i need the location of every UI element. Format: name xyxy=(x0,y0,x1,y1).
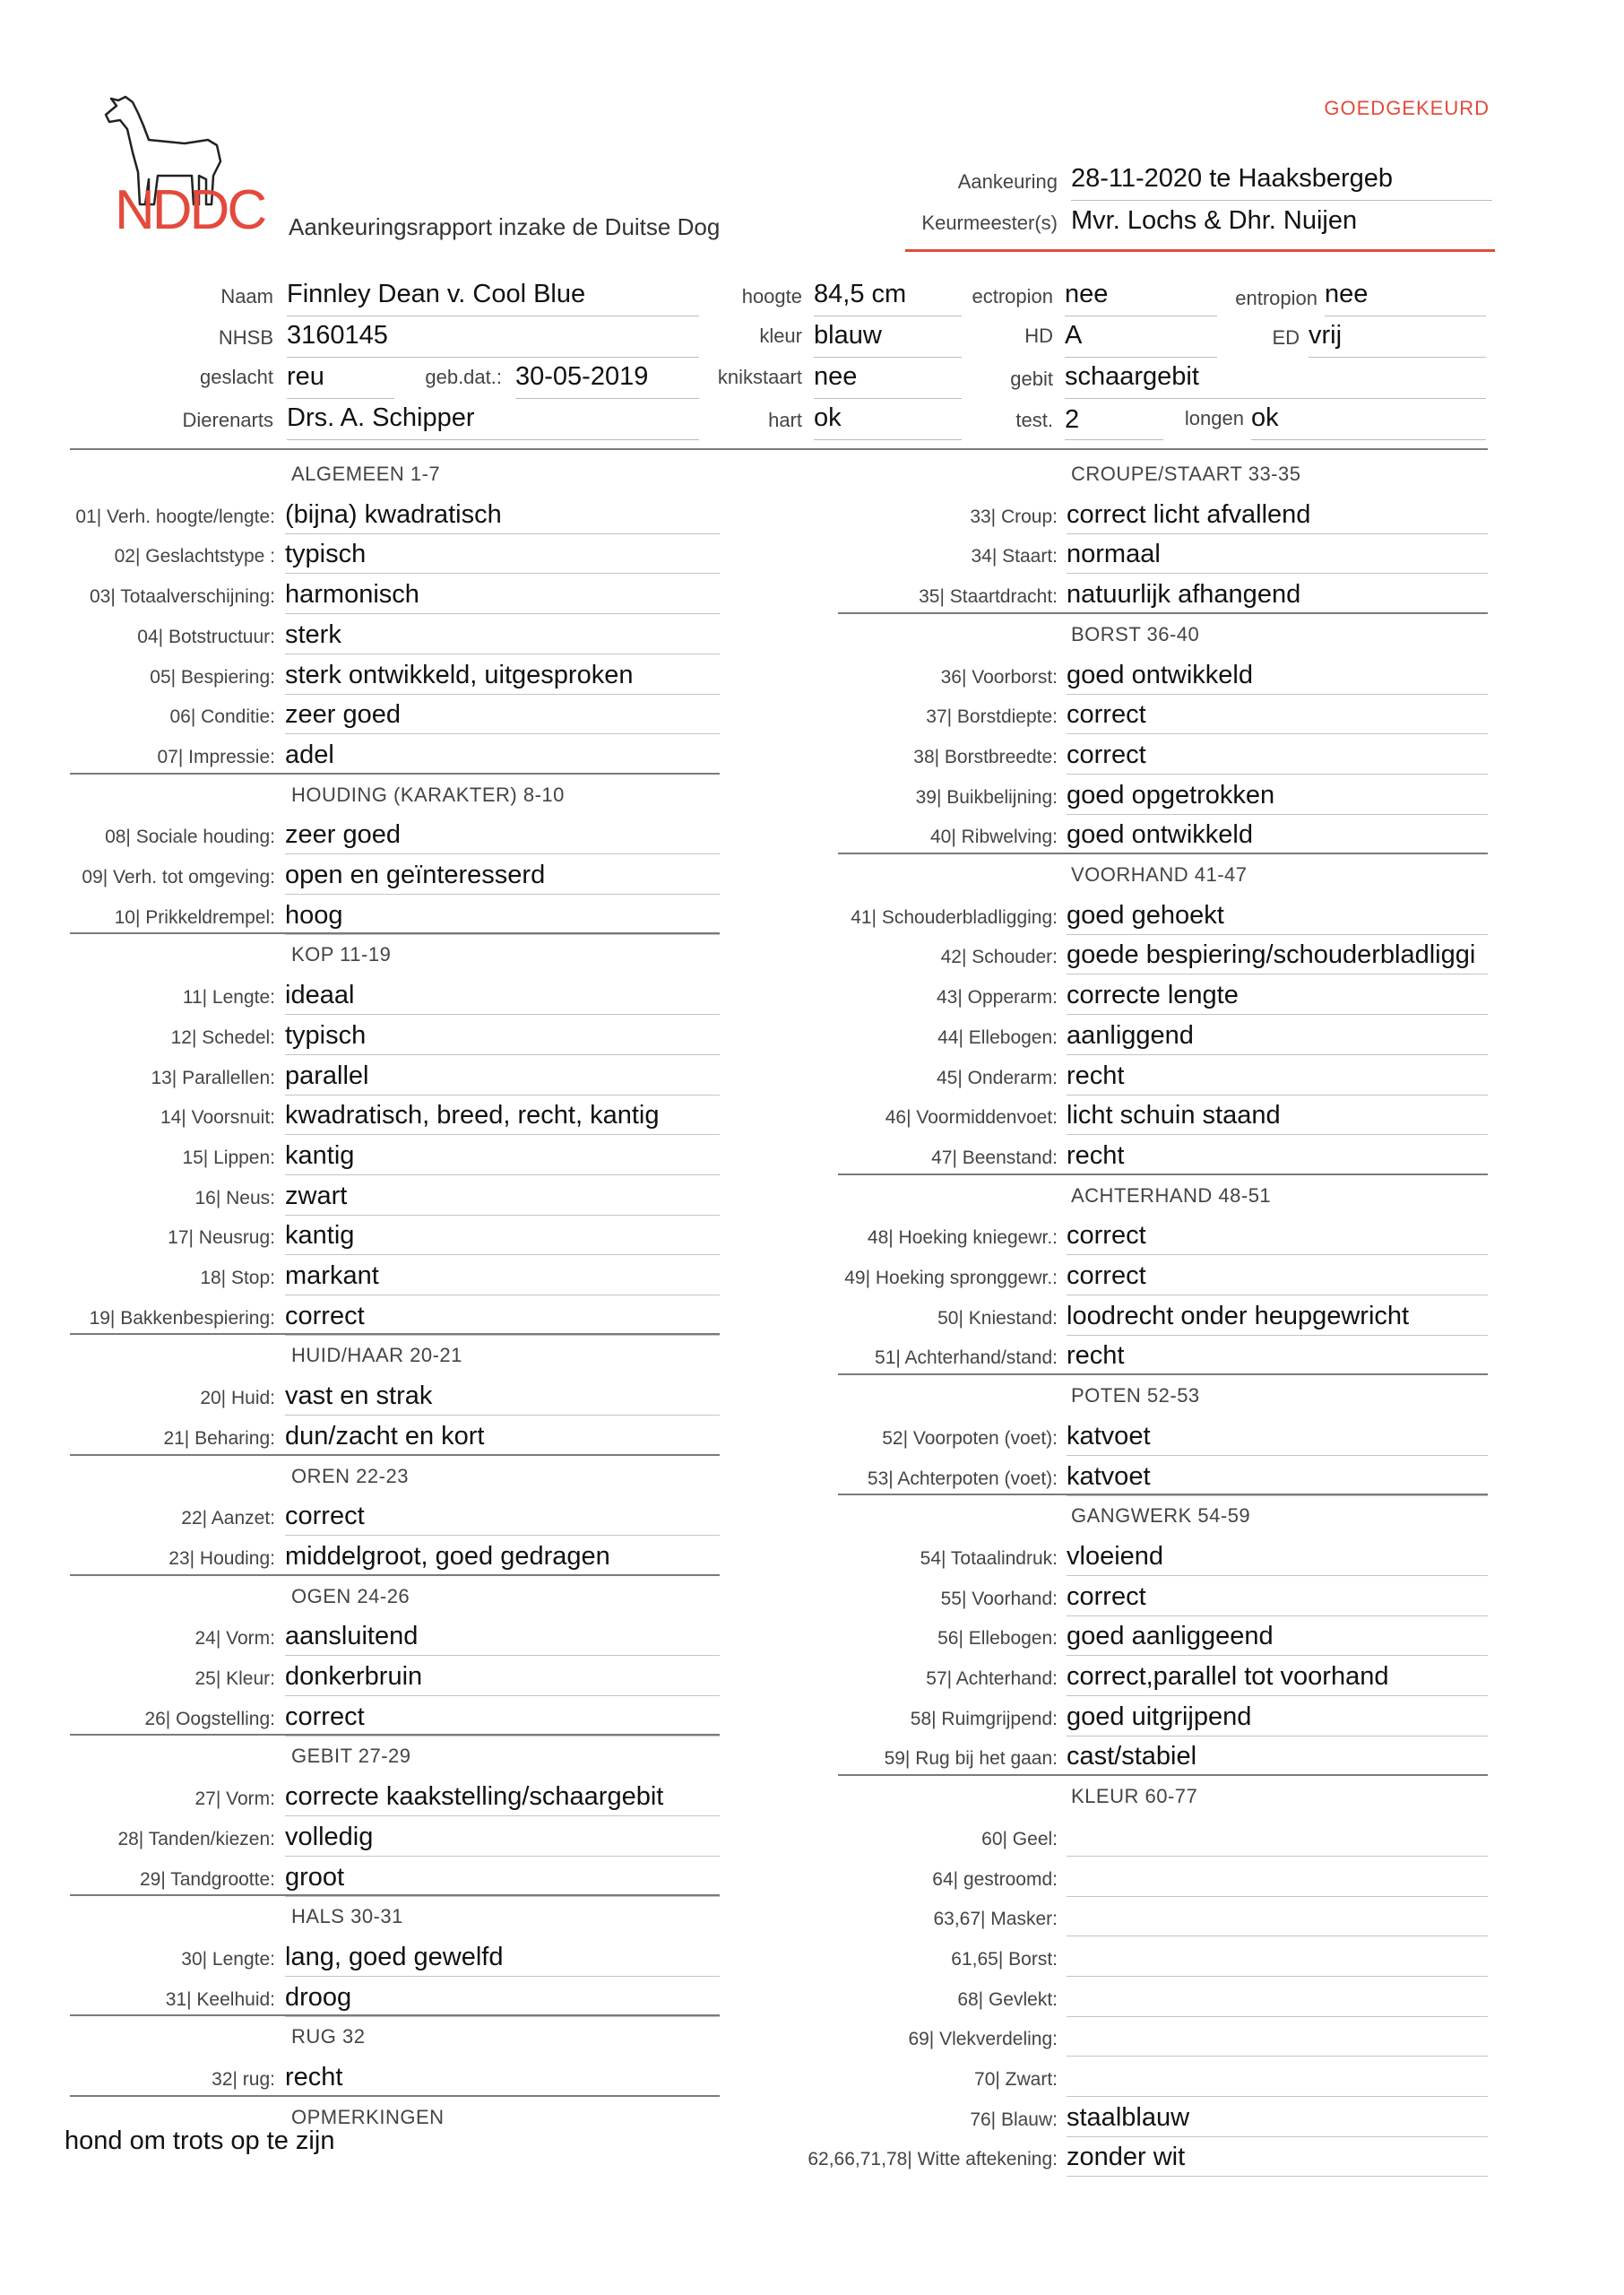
ed-value: vrij xyxy=(1309,321,1486,358)
section-divider xyxy=(838,1494,1488,1495)
field-value xyxy=(1067,1900,1488,1936)
field-value: aansluitend xyxy=(285,1619,720,1656)
field-value: zwart xyxy=(285,1179,720,1216)
field-value xyxy=(1067,2060,1488,2097)
field-label: 64| gestroomd: xyxy=(932,1868,1058,1890)
remarks-text: hond om trots op te zijn xyxy=(65,2126,335,2155)
field-value: hoog xyxy=(285,898,720,935)
field-label: 09| Verh. tot omgeving: xyxy=(82,867,275,888)
section-title: KOP 11-19 xyxy=(291,943,392,966)
field-value: correct xyxy=(1067,1580,1488,1616)
section-divider xyxy=(70,1894,720,1896)
field-value: correct xyxy=(1067,697,1488,734)
field-value xyxy=(1067,1940,1488,1977)
field-value: goed ontwikkeld xyxy=(1067,658,1488,695)
field-label: 13| Parallellen: xyxy=(151,1067,275,1088)
field-label: 23| Houding: xyxy=(168,1547,275,1569)
field-value: kantig xyxy=(285,1218,720,1255)
field-label: 32| rug: xyxy=(212,2069,275,2090)
aankeuring-value: 28-11-2020 te Haaksbergeb xyxy=(1071,164,1492,201)
field-label: 46| Voormiddenvoet: xyxy=(885,1107,1058,1129)
field-label: 61,65| Borst: xyxy=(951,1948,1058,1970)
info-divider xyxy=(70,448,1488,450)
field-value: lang, goed gewelfd xyxy=(285,1940,720,1977)
field-label: 18| Stop: xyxy=(200,1268,275,1288)
section-title: ACHTERHAND 48-51 xyxy=(1071,1183,1272,1207)
field-label: 39| Buikbelijning: xyxy=(915,786,1058,808)
report-title: Aankeuringsrapport inzake de Duitse Dog xyxy=(289,213,721,240)
section-divider xyxy=(70,1574,720,1576)
field-label: 62,66,71,78| Witte aftekening: xyxy=(808,2149,1058,2170)
nhsb-value: 3160145 xyxy=(287,321,699,358)
section-title: POTEN 52-53 xyxy=(1071,1384,1200,1407)
section-title: OPMERKINGEN xyxy=(291,2105,445,2128)
field-value: aanliggend xyxy=(1067,1018,1488,1055)
field-value: licht schuin staand xyxy=(1067,1098,1488,1135)
dierenarts-label: Dierenarts xyxy=(182,409,273,431)
field-label: 43| Opperarm: xyxy=(936,987,1058,1009)
field-value: correct xyxy=(285,1499,720,1536)
field-value xyxy=(1067,1820,1488,1857)
section-title: KLEUR 60-77 xyxy=(1071,1785,1198,1808)
field-label: 53| Achterpoten (voet): xyxy=(867,1468,1058,1489)
field-label: 29| Tandgrootte: xyxy=(139,1868,275,1890)
field-value: vast en strak xyxy=(285,1379,720,1416)
ed-label: ED xyxy=(1272,326,1300,349)
field-value: correct xyxy=(285,1299,720,1336)
hd-label: HD xyxy=(1024,325,1053,347)
field-label: 49| Hoeking spronggewr.: xyxy=(844,1268,1058,1288)
field-value xyxy=(1067,1980,1488,2017)
field-value xyxy=(1067,1860,1488,1897)
field-value: goed opgetrokken xyxy=(1067,778,1488,815)
hoogte-label: hoogte xyxy=(741,285,802,307)
test-value: 2 xyxy=(1065,405,1163,440)
field-label: 54| Totaalindruk: xyxy=(920,1547,1058,1569)
field-label: 52| Voorpoten (voet): xyxy=(882,1427,1058,1449)
field-label: 51| Achterhand/stand: xyxy=(875,1347,1058,1369)
field-value: goed uitgrijpend xyxy=(1067,1700,1488,1736)
field-value: vloeiend xyxy=(1067,1539,1488,1576)
section-divider xyxy=(70,2014,720,2016)
gebit-value: schaargebit xyxy=(1065,362,1486,399)
field-label: 47| Beenstand: xyxy=(931,1147,1058,1168)
field-value: correcte lengte xyxy=(1067,978,1488,1015)
section-title: GEBIT 27-29 xyxy=(291,1745,411,1768)
field-label: 10| Prikkeldrempel: xyxy=(114,906,275,928)
field-label: 20| Huid: xyxy=(200,1388,275,1409)
field-value: ideaal xyxy=(285,978,720,1015)
ectropion-label: ectropion xyxy=(972,285,1053,307)
section-title: RUG 32 xyxy=(291,2025,366,2048)
geslacht-label: geslacht xyxy=(200,366,273,388)
section-divider xyxy=(70,773,720,775)
field-value: typisch xyxy=(285,1018,720,1055)
section-divider xyxy=(838,1373,1488,1375)
keurmeester-value: Mvr. Lochs & Dhr. Nuijen xyxy=(1071,206,1358,235)
ectropion-value: nee xyxy=(1065,280,1217,316)
section-title: ALGEMEEN 1-7 xyxy=(291,463,441,485)
header-divider xyxy=(905,249,1495,252)
field-label: 56| Ellebogen: xyxy=(937,1628,1058,1650)
dierenarts-value: Drs. A. Schipper xyxy=(287,403,699,440)
section-title: VOORHAND 41-47 xyxy=(1071,863,1248,886)
logo-text: NDDC xyxy=(115,179,265,241)
field-label: 76| Blauw: xyxy=(970,2109,1058,2130)
field-value: parallel xyxy=(285,1059,720,1096)
field-label: 55| Voorhand: xyxy=(940,1588,1058,1609)
field-value: normaal xyxy=(1067,537,1488,574)
field-value: recht xyxy=(1067,1059,1488,1096)
field-value: dun/zacht en kort xyxy=(285,1419,720,1456)
field-label: 33| Croup: xyxy=(970,506,1058,527)
field-label: 17| Neusrug: xyxy=(168,1227,275,1249)
field-value xyxy=(1067,2020,1488,2057)
field-label: 42| Schouder: xyxy=(940,947,1058,968)
field-label: 12| Schedel: xyxy=(170,1026,275,1048)
field-value: sterk xyxy=(285,618,720,654)
nhsb-label: NHSB xyxy=(218,326,273,349)
field-label: 24| Vorm: xyxy=(194,1628,275,1650)
naam-value: Finnley Dean v. Cool Blue xyxy=(287,280,699,316)
section-divider xyxy=(70,1333,720,1335)
field-value: adel xyxy=(285,738,720,775)
field-label: 34| Staart: xyxy=(971,546,1058,567)
field-label: 48| Hoeking kniegewr.: xyxy=(867,1227,1058,1249)
field-label: 22| Aanzet: xyxy=(181,1508,275,1529)
field-label: 03| Totaalverschijning: xyxy=(89,586,275,608)
field-value: zeer goed xyxy=(285,697,720,734)
field-value: groot xyxy=(285,1860,720,1897)
field-label: 26| Oogstelling: xyxy=(144,1708,275,1729)
field-value: recht xyxy=(1067,1338,1488,1375)
field-label: 02| Geslachtstype : xyxy=(114,546,275,567)
field-label: 06| Conditie: xyxy=(169,706,275,728)
section-divider xyxy=(70,1454,720,1456)
field-value: recht xyxy=(1067,1139,1488,1175)
field-value: (bijna) kwadratisch xyxy=(285,498,720,534)
section-title: CROUPE/STAART 33-35 xyxy=(1071,463,1301,485)
field-value: correct xyxy=(285,1700,720,1736)
field-value: goed gehoekt xyxy=(1067,898,1488,935)
status-badge: GOEDGEKEURD xyxy=(1324,97,1490,119)
section-divider xyxy=(838,853,1488,854)
nddc-logo xyxy=(99,90,269,242)
field-value: kwadratisch, breed, recht, kantig xyxy=(285,1098,720,1135)
knikstaart-label: knikstaart xyxy=(717,366,802,388)
field-value: katvoet xyxy=(1067,1419,1488,1456)
section-divider xyxy=(70,932,720,934)
section-title: HUID/HAAR 20-21 xyxy=(291,1344,462,1367)
knikstaart-value: nee xyxy=(814,362,962,399)
gebdat-label: geb.dat.: xyxy=(425,366,502,388)
field-label: 38| Borstbreedte: xyxy=(913,746,1058,767)
field-label: 63,67| Masker: xyxy=(933,1909,1058,1930)
field-value: staalblauw xyxy=(1067,2100,1488,2137)
section-title: GANGWERK 54-59 xyxy=(1071,1504,1251,1528)
field-label: 04| Botstructuur: xyxy=(137,626,275,647)
field-label: 68| Gevlekt: xyxy=(957,1988,1058,2010)
section-title: OREN 22-23 xyxy=(291,1464,409,1487)
gebit-label: gebit xyxy=(1010,368,1053,390)
hart-value: ok xyxy=(814,403,962,440)
section-divider xyxy=(70,2095,720,2097)
field-label: 37| Borstdiepte: xyxy=(926,706,1058,728)
field-value: harmonisch xyxy=(285,577,720,614)
kleur-value: blauw xyxy=(814,321,962,358)
section-divider xyxy=(70,1734,720,1736)
gebdat-value: 30-05-2019 xyxy=(515,362,699,399)
keurmeester-label: Keurmeester(s) xyxy=(921,212,1058,234)
field-value: open en geïnteresserd xyxy=(285,858,720,895)
field-label: 59| Rug bij het gaan: xyxy=(884,1748,1058,1770)
hoogte-value: 84,5 cm xyxy=(814,280,962,316)
geslacht-value: reu xyxy=(287,362,394,399)
field-label: 31| Keelhuid: xyxy=(165,1988,275,2010)
test-label: test. xyxy=(1015,409,1053,431)
field-value: correct licht afvallend xyxy=(1067,498,1488,534)
field-value: volledig xyxy=(285,1820,720,1857)
field-value: cast/stabiel xyxy=(1067,1739,1488,1776)
field-value: goed aanliggeend xyxy=(1067,1619,1488,1656)
field-label: 15| Lippen: xyxy=(182,1147,275,1168)
field-label: 70| Zwart: xyxy=(974,2069,1058,2090)
field-label: 69| Vlekverdeling: xyxy=(908,2029,1058,2050)
hart-label: hart xyxy=(768,409,802,431)
field-value: zonder wit xyxy=(1067,2140,1488,2177)
field-label: 60| Geel: xyxy=(981,1828,1058,1849)
field-value: correct xyxy=(1067,1218,1488,1255)
section-title: HALS 30-31 xyxy=(291,1905,403,1928)
field-value: zeer goed xyxy=(285,818,720,854)
hd-value: A xyxy=(1065,321,1217,358)
field-label: 30| Lengte: xyxy=(181,1948,275,1970)
field-value: correct xyxy=(1067,738,1488,775)
field-label: 19| Bakkenbespiering: xyxy=(89,1307,275,1329)
section-divider xyxy=(838,612,1488,614)
field-label: 27| Vorm: xyxy=(194,1788,275,1810)
field-value: correct,parallel tot voorhand xyxy=(1067,1659,1488,1696)
field-label: 50| Kniestand: xyxy=(937,1307,1058,1329)
field-label: 45| Onderarm: xyxy=(936,1067,1058,1088)
field-label: 08| Sociale houding: xyxy=(105,827,275,848)
field-label: 05| Bespiering: xyxy=(150,666,275,688)
section-title: OGEN 24-26 xyxy=(291,1584,410,1607)
field-label: 58| Ruimgrijpend: xyxy=(910,1708,1058,1729)
longen-label: longen xyxy=(1184,407,1244,429)
field-value: correcte kaakstelling/schaargebit xyxy=(285,1780,720,1816)
aankeuring-label: Aankeuring xyxy=(957,170,1058,193)
entropion-label: entropion xyxy=(1235,287,1317,309)
field-value: middelgroot, goed gedragen xyxy=(285,1539,720,1576)
field-label: 14| Voorsnuit: xyxy=(160,1107,275,1129)
field-label: 25| Kleur: xyxy=(194,1668,275,1689)
section-divider xyxy=(838,1774,1488,1776)
field-label: 36| Voorborst: xyxy=(940,666,1058,688)
field-label: 07| Impressie: xyxy=(157,746,275,767)
field-label: 16| Neus: xyxy=(194,1187,275,1208)
field-value: loodrecht onder heupgewricht xyxy=(1067,1299,1488,1336)
field-value: katvoet xyxy=(1067,1459,1488,1496)
field-value: correct xyxy=(1067,1259,1488,1295)
field-label: 28| Tanden/kiezen: xyxy=(117,1828,275,1849)
entropion-value: nee xyxy=(1325,280,1486,316)
field-label: 01| Verh. hoogte/lengte: xyxy=(75,506,275,527)
field-label: 41| Schouderbladligging: xyxy=(851,906,1058,928)
section-title: BORST 36-40 xyxy=(1071,622,1200,645)
field-value: recht xyxy=(285,2060,720,2097)
field-label: 44| Ellebogen: xyxy=(937,1026,1058,1048)
field-value: goed ontwikkeld xyxy=(1067,818,1488,854)
field-label: 11| Lengte: xyxy=(182,987,275,1009)
naam-label: Naam xyxy=(220,285,273,307)
field-label: 40| Ribwelving: xyxy=(929,827,1058,848)
field-label: 35| Staartdracht: xyxy=(919,586,1058,608)
field-value: donkerbruin xyxy=(285,1659,720,1696)
longen-value: ok xyxy=(1251,403,1486,440)
kleur-label: kleur xyxy=(759,325,802,347)
field-value: sterk ontwikkeld, uitgesproken xyxy=(285,658,720,695)
section-title: HOUDING (KARAKTER) 8-10 xyxy=(291,783,565,806)
field-value: natuurlijk afhangend xyxy=(1067,577,1488,614)
field-label: 21| Beharing: xyxy=(163,1427,275,1449)
field-value: droog xyxy=(285,1980,720,2017)
field-value: typisch xyxy=(285,537,720,574)
field-value: markant xyxy=(285,1259,720,1295)
section-divider xyxy=(838,1173,1488,1175)
field-value: goede bespiering/schouderbladliggi xyxy=(1067,938,1488,974)
field-label: 57| Achterhand: xyxy=(926,1668,1058,1689)
field-value: kantig xyxy=(285,1139,720,1175)
